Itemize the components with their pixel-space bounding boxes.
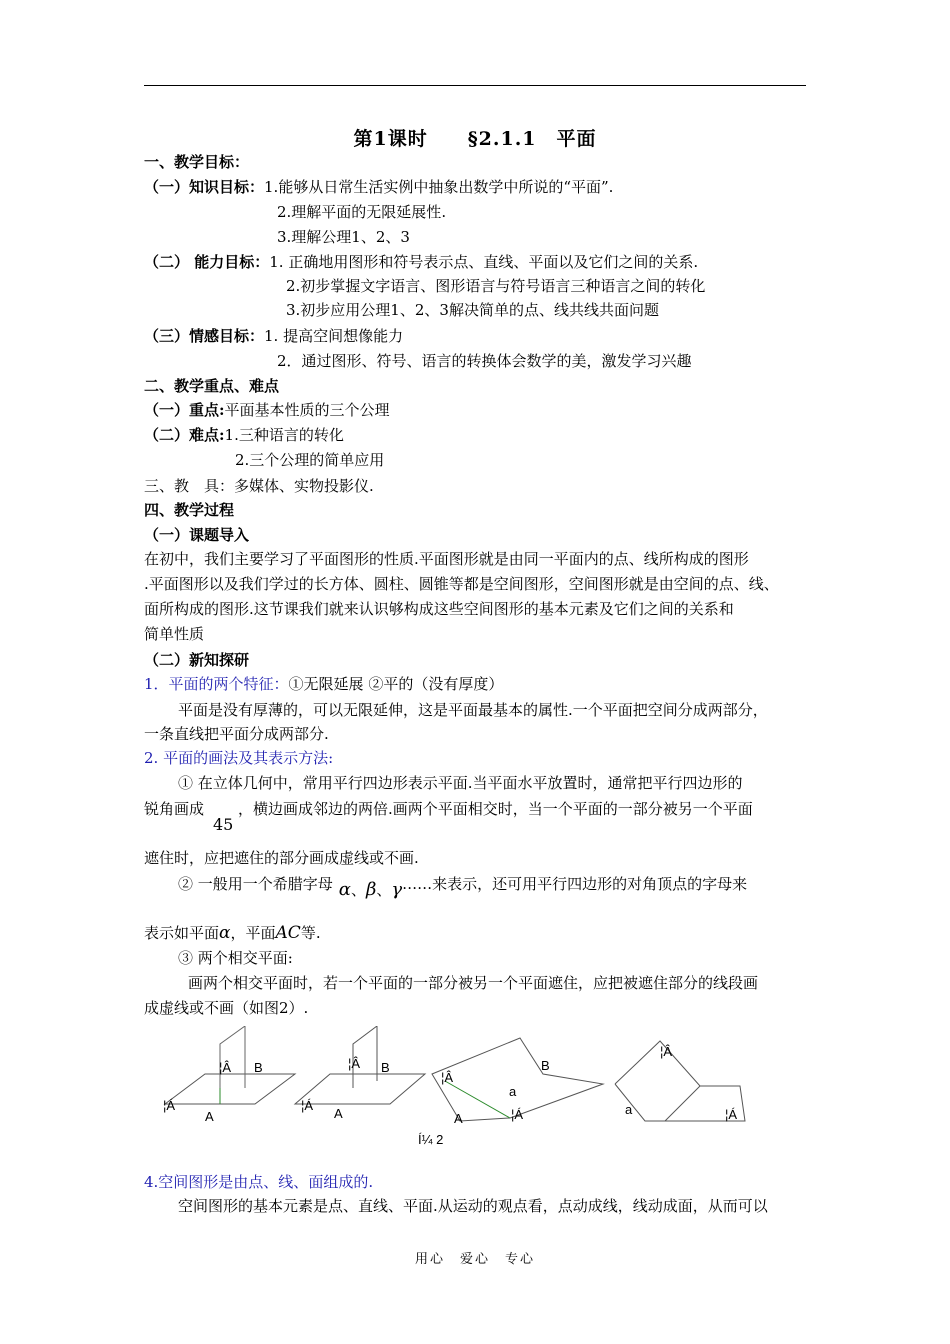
section-2-intersect-line: 成虚线或不画（如图2）. [144,999,309,1017]
section-2-paragraph-line: ① 在立体几何中，常用平行四边形表示平面.当平面水平放置时，通常把平行四边形的 [178,774,743,792]
intro-paragraph-line: 简单性质 [144,625,205,643]
figure-1-horizontal-plane [165,1074,295,1104]
section-1-paragraph-line: 平面是没有厚薄的，可以无限延伸，这是平面最基本的属性.一个平面把空间分成两部分， [178,701,768,719]
angle-45: 45 [213,815,234,834]
section-2-paragraph-line: 遮住时，应把遮住的部分画成虚线或不画. [144,849,419,867]
fig-label-b-1: B [254,1060,263,1075]
fig-label-a-low-3: a [509,1084,517,1099]
section-4-line: 空间图形的基本元素是点、直线、平面.从运动的观点看，点动成线，线动成面，从而可以 [178,1197,768,1215]
fig-label-b-3: B [541,1058,550,1073]
intro-paragraph-line: .平面图形以及我们学过的长方体、圆柱、圆锥等都是空间图形，空间图形就是由空间的点、线、 [144,575,779,593]
fig-label-alpha-3: ¦Á [511,1107,524,1122]
figure-2-horizontal-plane [295,1074,425,1104]
section-2-heading: 2. 平面的画法及其表示方法: [144,749,334,767]
process-heading: 四、教学过程 [144,501,235,519]
figure-4-edge [665,1086,700,1121]
difficulty-line: （二）难点:1.三种语言的转化 [144,426,344,444]
section-1-paragraph-line: 一条直线把平面分成两部分. [144,725,329,743]
figure-caption: Í¼ 2 [418,1132,444,1146]
ability-objective-item: 3.初步应用公理1、2、3解决简单的点、线共线共面问题 [286,301,659,319]
knowledge-objective-item: 3.理解公理1、2、3 [277,228,410,246]
intro-paragraph-line: 在初中，我们主要学习了平面图形的性质.平面图形就是由同一平面内的点、线所构成的图形 [144,550,749,568]
ability-objective-item: 2.初步掌握文字语言、图形语言与符号语言三种语言之间的转化 [286,277,706,295]
section-2-intersect-label: ③ 两个相交平面: [178,949,293,967]
fig-label-beta-2: ¦Â [348,1056,361,1071]
fig-label-a-2: A [334,1106,343,1121]
header-rule [144,85,806,86]
fig-label-a-1: A [205,1109,214,1124]
figure-1-vertical-plane [220,1026,245,1088]
lesson-number: 第1课时 [353,128,428,150]
section-2-intersect-line: 画两个相交平面时，若一个平面的一部分被另一个平面遮住，应把被遮住部分的线段画 [188,974,759,992]
keypoints-heading: 二、教学重点、难点 [144,377,280,395]
intro-paragraph-line: 面所构成的图形.这节课我们就来认识够构成这些空间图形的基本元素及它们之间的关系和 [144,600,734,618]
emotion-objective-item: 2．通过图形、符号、语言的转换体会数学的美，激发学习兴趣 [277,352,692,370]
emotion-objective-line: （三）情感目标：1. 提高空间想像能力 [144,327,404,345]
explore-heading: （二）新知探研 [144,651,250,669]
section-1-line: 1．平面的两个特征：①无限延展 ②平的（没有厚度） [144,675,504,693]
knowledge-objective-line: （一）知识目标：1.能够从日常生活实例中抽象出数学中所说的“平面”. [144,178,614,196]
fig-label-alpha-4: ¦Á [725,1107,738,1122]
difficulty-item: 2.三个公理的简单应用 [235,451,385,469]
intersecting-planes-figure [155,1026,765,1146]
fig-label-beta-3: ¦Â [441,1070,454,1085]
fig-label-beta-4: ¦Â [660,1044,673,1059]
fig-label-alpha-1: ¦Á [163,1098,176,1113]
section-title: §2.1.1 平面 [467,128,597,150]
fig-label-alpha-2: ¦Á [301,1098,314,1113]
section-4-heading: 4.空间图形是由点、线、面组成的. [144,1173,374,1191]
intro-heading: （一）课题导入 [144,526,250,544]
page-footer: 用心 爱心 专心 [414,1252,535,1267]
focus-line: （一）重点:平面基本性质的三个公理 [144,401,390,419]
section-2-plane-notation-line: 表示如平面α，平面AC等. [144,923,321,943]
knowledge-objective-item: 2.理解平面的无限延展性. [277,203,447,221]
fig-label-a-low-4: a [625,1102,633,1117]
page-title [0,124,950,151]
fig-label-a-3: A [454,1111,463,1126]
tools-line: 三、教 具：多媒体、实物投影仪. [144,477,374,495]
section-2-greek-line: ② 一般用一个希腊字母 α、β、γ……来表示，还可用平行四边形的对角顶点的字母来 [178,875,748,900]
objectives-heading: 一、教学目标： [144,153,250,171]
ability-objective-line: （二） 能力目标：1. 正确地用图形和符号表示点、直线、平面以及它们之间的关系. [144,253,699,271]
section-2-paragraph-line: 锐角画成 [144,800,205,818]
fig-label-b-2: B [381,1060,390,1075]
fig-label-beta-1: ¦Â [219,1060,232,1075]
section-2-paragraph-line: ，横边画成邻边的两倍.画两个平面相交时，当一个平面的一部分被另一个平面 [238,800,753,818]
